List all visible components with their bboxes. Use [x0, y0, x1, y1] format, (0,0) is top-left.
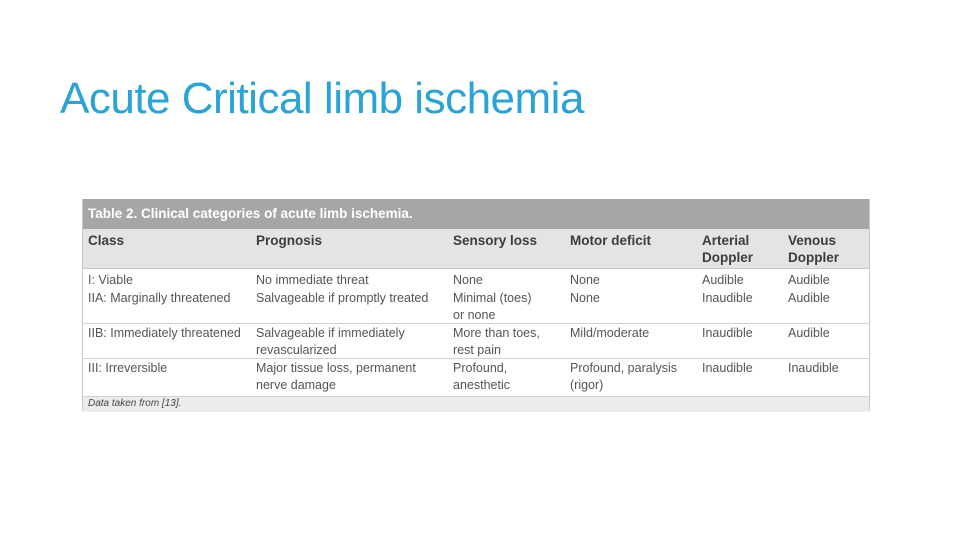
table-cell: Inaudible: [702, 361, 753, 375]
table-cell: Audible: [788, 273, 830, 287]
slide-title: Acute Critical limb ischemia: [60, 74, 584, 123]
header-sensory-loss: Sensory loss: [453, 233, 538, 248]
table-cell: IIB: Immediately threatened: [88, 326, 241, 340]
header-motor-deficit: Motor deficit: [570, 233, 651, 248]
table-cell: I: Viable: [88, 273, 133, 287]
table-cell: III: Irreversible: [88, 361, 168, 375]
table-cell: None: [570, 291, 600, 305]
table-cell: Salvageable if promptly treated: [256, 291, 429, 305]
table-cell: Audible: [788, 326, 830, 340]
table-header-row: [83, 229, 869, 269]
table-cell: IIA: Marginally threatened: [88, 291, 231, 305]
table-caption: Table 2. Clinical categories of acute limb ischemia.: [83, 199, 869, 229]
table-cell: Audible: [788, 291, 830, 305]
table-cell: Minimal (toes) or none: [453, 291, 532, 322]
table-cell: Mild/moderate: [570, 326, 650, 340]
table-cell: Audible: [702, 273, 744, 287]
table-footnote-bar: [83, 397, 869, 412]
table-cell: No immediate threat: [256, 273, 369, 287]
table-cell: Profound, paralysis (rigor): [570, 361, 678, 392]
table-cell: Salvageable if immediately revascularized: [256, 326, 405, 357]
table-cell: Profound, anesthetic: [453, 361, 510, 392]
table-cell: Inaudible: [788, 361, 839, 375]
table-row-irreversible: [83, 359, 869, 397]
clinical-categories-table: [82, 199, 870, 411]
header-prognosis: Prognosis: [256, 233, 323, 248]
header-arterial-doppler: Arterial Doppler: [702, 233, 754, 265]
table-row-immediately-threatened: [83, 324, 869, 359]
table-cell: Inaudible: [702, 326, 753, 340]
table-cell: Major tissue loss, permanent nerve damage: [256, 361, 416, 392]
table-cell: None: [570, 273, 600, 287]
table-cell: None: [453, 273, 483, 287]
header-venous-doppler: Venous Doppler: [788, 233, 840, 265]
table-row-group-viable-marginal: [83, 269, 869, 324]
table-cell: Inaudible: [702, 291, 753, 305]
table-cell: More than toes, rest pain: [453, 326, 540, 357]
header-class: Class: [88, 233, 125, 248]
table-footnote: Data taken from [13].: [88, 398, 182, 409]
